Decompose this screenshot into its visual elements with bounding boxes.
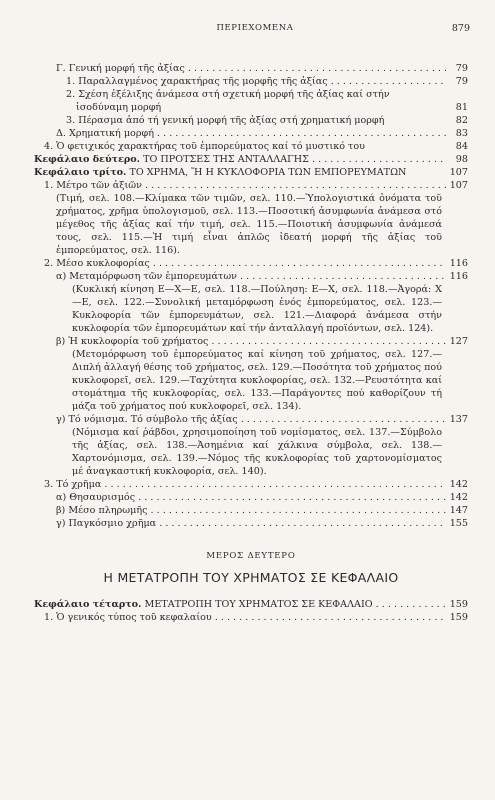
toc-entry[interactable]: 1. Μέτρο τῶν ἀξιῶν . . . 107 (34, 179, 468, 192)
toc-subentries: (Τιμή, σελ. 108.—Κλίμακα τῶν τιμῶν, σελ. 110.—Ὑπολογιστικά ὀνόματα τοῦ χρήματος, χρῆμα ὑπολογισμοῦ, σελ. 113.—Ποσοτική ἀσυμφωνία ἀνάμεσα στό μέγεθος τῆς ἀξίας καί τήν τιμή, σελ. 115.—Ποιοτική ἀσυμφωνία ἀνάμεσά τους, σελ. 115.—Ἡ τιμή εἶναι ἁπλῶς ἰδεατή μορφή τῆς ἀξίας τοῦ ἐμπορεύματος, σελ. 116). (56, 193, 442, 256)
chapter-label: Κεφάλαιο δεύτερο. (34, 154, 141, 165)
toc-chapter[interactable]: Κεφάλαιο τέταρτο. ΜΕΤΑΤΡΟΠΗ ΤΟΥ ΧΡΗΜΑΤΟΣ ΣΕ ΚΕΦΑΛΑΙΟ . . . 159 (34, 598, 468, 611)
toc-entry[interactable]: 2. Σχέση ἐξέλιξης ἀνάμεσα στή σχετική μορφή τῆς ἀξίας καί στήν ἰσοδύναμη μορφή 81 (66, 89, 468, 113)
toc-subentries: (Κυκλική κίνηση Ε—Χ—Ε, σελ. 118.—Πούληση: Ε—Χ, σελ. 118.—Ἀγορά: Χ—Ε, σελ. 122.—Συνολική μεταμόρφωση ἑνός ἐμπορεύματος, σελ. 123.—Κυκλοφορία τῶν ἐμπορευμάτων, σελ. 121.—Διαφορά ἀνάμεσα στήν κυκλοφορία τῶν ἐμπορευμάτων καί τήν ἀνταλλαγή προϊόντων, σελ. 124). (72, 284, 442, 334)
toc-entry[interactable]: γ) Τό νόμισμα. Τό σύμβολο τῆς ἀξίας . . . 137 (34, 413, 468, 426)
toc-entry[interactable]: α) Θησαυρισμός . . . 142 (34, 491, 468, 504)
toc-entry[interactable]: 4. Ὁ φετιχικός χαρακτήρας τοῦ ἐμπορεύματος καί τό μυστικό του 84 (44, 141, 468, 152)
page-number: 879 (451, 23, 470, 34)
toc-entry[interactable]: 3. Τό χρῆμα . . . 142 (34, 478, 468, 491)
part-label: ΜΕΡΟΣ ΔΕΥΤΕΡΟ (206, 551, 296, 561)
toc-entry[interactable]: α) Μεταμόρφωση τῶν ἐμπορευμάτων . . . 116 (34, 270, 468, 283)
toc-entry[interactable]: γ) Παγκόσμιο χρῆμα . . . 155 (34, 517, 468, 530)
toc-entry[interactable]: β) Ἡ κυκλοφορία τοῦ χρήματος . . . 127 (34, 335, 468, 348)
toc-entry[interactable]: 1. Παραλλαγμένος χαρακτήρας τῆς μορφῆς τῆς ἀξίας . . . 79 (34, 75, 468, 88)
toc-entry[interactable]: Γ. Γενική μορφή τῆς ἀξίας . . . 79 (34, 62, 468, 75)
chapter-label: Κεφάλαιο τέταρτο. (34, 599, 142, 610)
chapter-title: ΤΟ ΧΡΗΜΑ, Ἤ Η ΚΥΚΛΟΦΟΡΙΑ ΤΩΝ ΕΜΠΟΡΕΥΜΑΤΩΝ (129, 167, 407, 178)
chapter-title: ΤΟ ΠΡΟΤΣΕΣ ΤΗΣ ΑΝΤΑΛΛΑΓΗΣ (143, 154, 309, 165)
running-title: ΠΕΡΙΕΧΟΜΕΝΑ (216, 23, 294, 33)
toc-entry[interactable]: Δ. Χρηματική μορφή . . . 83 (34, 127, 468, 140)
chapter-title: ΜΕΤΑΤΡΟΠΗ ΤΟΥ ΧΡΗΜΑΤΟΣ ΣΕ ΚΕΦΑΛΑΙΟ (144, 599, 373, 610)
toc-chapter[interactable]: Κεφάλαιο δεύτερο. ΤΟ ΠΡΟΤΣΕΣ ΤΗΣ ΑΝΤΑΛΛΑΓΗΣ . . . 98 (34, 153, 468, 166)
part-title: Η ΜΕΤΑΤΡΟΠΗ ΤΟΥ ΧΡΗΜΑΤΟΣ ΣΕ ΚΕΦΑΛΑΙΟ (103, 570, 399, 585)
toc-subentries: (Νόμισμα καί ῥάβδοι, χρησιμοποίηση τοῦ νομίσματος, σελ. 137.—Σύμβολο τῆς ἀξίας, σελ. 138.—Ἀσημένια καί χάλκινα σύμβολα, σελ. 138.—Χαρτονόμισμα, σελ. 139.—Νόμος τῆς κυκλοφορίας τοῦ χαρτονομίσματος μέ ἀναγκαστική κυκλοφορία, σελ. 140). (72, 427, 442, 477)
toc-subentries: (Μετομόρφωση τοῦ ἐμπορεύματος καί κίνηση τοῦ χρήματος, σελ. 127.—Διπλή ἀλλαγή θέσης τοῦ χρήματος, σελ. 129.—Ποσότητα τοῦ χρήματος πού κυκλοφορεῖ, σελ. 129.—Ταχύτητα κυκλοφορίας, σελ. 132.—Ρευστότητα καί στομάτημα τῆς κυκλοφορίας, σελ. 133.—Παράγοντες πού καθορίζουν τή μάζα τοῦ χρήματος πού κυκλοφορεῖ, σελ. 134). (72, 349, 442, 412)
toc-chapter[interactable]: Κεφάλαιο τρίτο. ΤΟ ΧΡΗΜΑ, Ἤ Η ΚΥΚΛΟΦΟΡΙΑ ΤΩΝ ΕΜΠΟΡΕΥΜΑΤΩΝ 107 (34, 167, 468, 178)
toc-entry[interactable]: 1. Ὁ γενικός τύπος τοῦ κεφαλαίου . . . 159 (34, 611, 468, 624)
chapter-label: Κεφάλαιο τρίτο. (34, 167, 127, 178)
toc-entry[interactable]: 3. Πέρασμα ἀπό τή γενική μορφή τῆς ἀξίας στή χρηματική μορφή 82 (66, 115, 468, 126)
table-of-contents (34, 62, 468, 624)
page-header (40, 22, 470, 36)
toc-entry[interactable]: β) Μέσο πληρωμῆς . . . 147 (34, 504, 468, 517)
toc-entry[interactable]: 2. Μέσο κυκλοφορίας . . . 116 (34, 257, 468, 270)
